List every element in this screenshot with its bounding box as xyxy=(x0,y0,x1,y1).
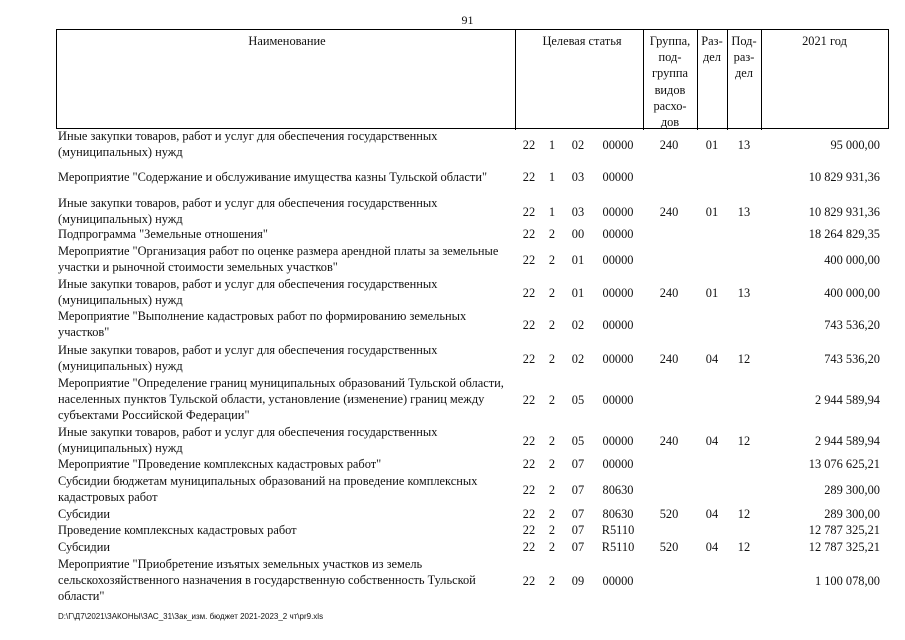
subsection-code: 13 xyxy=(737,204,751,219)
table-row xyxy=(0,507,905,523)
target-code-b: 2 xyxy=(548,351,556,366)
amount-2021: 10 829 931,36 xyxy=(808,170,880,184)
target-code-a: 22 xyxy=(522,540,536,554)
header-line: группа xyxy=(651,66,689,81)
expense-group: 240 xyxy=(659,137,679,152)
target-code-c: 09 xyxy=(571,573,585,588)
amount-2021: 12 787 325,21 xyxy=(808,523,880,537)
target-code-c: 00 xyxy=(571,227,585,241)
table-row xyxy=(0,343,905,375)
header-line: дел xyxy=(703,50,721,65)
target-code-c: 05 xyxy=(571,392,585,407)
amount-2021: 18 264 829,35 xyxy=(808,227,880,241)
target-code-d: 00000 xyxy=(602,457,634,471)
amount-2021: 289 300,00 xyxy=(824,482,880,497)
header-line: под- xyxy=(658,50,682,65)
target-code-c: 02 xyxy=(571,317,585,332)
target-code-b: 2 xyxy=(548,457,556,471)
table-header xyxy=(56,29,889,129)
target-code-a: 22 xyxy=(522,137,536,152)
target-code-b: 2 xyxy=(548,227,556,241)
target-code-b: 2 xyxy=(548,252,556,267)
header-line: дел xyxy=(735,66,753,81)
target-code-a: 22 xyxy=(522,351,536,366)
target-code-d: 00000 xyxy=(602,170,634,184)
table-row xyxy=(0,227,905,243)
expense-group: 240 xyxy=(659,351,679,366)
header-target-article: Целевая статья xyxy=(542,34,622,48)
target-code-a: 22 xyxy=(522,392,536,407)
header-line: дов xyxy=(660,115,680,130)
amount-2021: 13 076 625,21 xyxy=(808,457,880,471)
target-code-c: 02 xyxy=(571,351,585,366)
amount-2021: 1 100 078,00 xyxy=(814,573,880,588)
target-code-b: 2 xyxy=(548,285,556,300)
target-code-c: 01 xyxy=(571,252,585,267)
row-name: Мероприятие "Определение границ муниципальных образований Тульской области, населенных пунктов Тульской области, установление (изменение) границ между субъектами Российской Федерации" xyxy=(58,376,504,422)
row-name: Субсидии xyxy=(58,507,110,521)
target-code-d: 00000 xyxy=(602,573,634,588)
section-code: 04 xyxy=(705,507,719,521)
target-code-a: 22 xyxy=(522,482,536,497)
expense-group: 240 xyxy=(659,285,679,300)
target-code-d: 80630 xyxy=(602,482,634,497)
target-code-a: 22 xyxy=(522,507,536,521)
target-code-c: 03 xyxy=(571,170,585,184)
target-code-d: 00000 xyxy=(602,252,634,267)
target-code-a: 22 xyxy=(522,204,536,219)
section-code: 04 xyxy=(705,540,719,554)
subsection-code: 13 xyxy=(737,285,751,300)
expense-group: 520 xyxy=(659,507,679,521)
amount-2021: 95 000,00 xyxy=(830,137,880,152)
section-code: 01 xyxy=(705,285,719,300)
table-row xyxy=(0,540,905,556)
target-code-c: 07 xyxy=(571,523,585,537)
amount-2021: 743 536,20 xyxy=(824,351,880,366)
header-line: раз- xyxy=(733,50,755,65)
target-code-b: 2 xyxy=(548,523,556,537)
target-code-d: 00000 xyxy=(602,351,634,366)
row-name: Иные закупки товаров, работ и услуг для обеспечения государственных (муниципальных) нужд xyxy=(58,277,438,307)
target-code-d: 00000 xyxy=(602,317,634,332)
target-code-a: 22 xyxy=(522,433,536,448)
target-code-b: 1 xyxy=(548,170,556,184)
table-row xyxy=(0,474,905,506)
target-code-a: 22 xyxy=(522,573,536,588)
target-code-d: R5110 xyxy=(601,540,635,554)
table-row xyxy=(0,425,905,457)
row-name: Иные закупки товаров, работ и услуг для обеспечения государственных (муниципальных) нужд xyxy=(58,129,438,159)
target-code-c: 05 xyxy=(571,433,585,448)
amount-2021: 743 536,20 xyxy=(824,317,880,332)
subsection-code: 12 xyxy=(737,507,751,521)
row-name: Иные закупки товаров, работ и услуг для обеспечения государственных (муниципальных) нужд xyxy=(58,425,438,455)
section-code: 04 xyxy=(705,433,719,448)
amount-2021: 12 787 325,21 xyxy=(808,540,880,554)
expense-group: 520 xyxy=(659,540,679,554)
row-name: Мероприятие "Выполнение кадастровых работ по формированию земельных участков" xyxy=(58,309,467,339)
section-code: 04 xyxy=(705,351,719,366)
header-group xyxy=(643,30,697,130)
target-code-b: 2 xyxy=(548,507,556,521)
target-code-c: 01 xyxy=(571,285,585,300)
amount-2021: 10 829 931,36 xyxy=(808,204,880,219)
target-code-b: 2 xyxy=(548,540,556,554)
header-year: 2021 год xyxy=(802,34,847,48)
target-code-a: 22 xyxy=(522,457,536,471)
table-row xyxy=(0,129,905,161)
page-number: 91 xyxy=(461,13,474,27)
target-code-b: 1 xyxy=(548,204,556,219)
target-code-d: 00000 xyxy=(602,392,634,407)
target-code-a: 22 xyxy=(522,170,536,184)
subsection-code: 12 xyxy=(737,540,751,554)
row-name: Подпрограмма "Земельные отношения" xyxy=(58,227,268,241)
table-row xyxy=(0,376,905,423)
amount-2021: 2 944 589,94 xyxy=(814,392,880,407)
expense-group: 240 xyxy=(659,204,679,219)
target-code-a: 22 xyxy=(522,317,536,332)
table-row xyxy=(0,457,905,473)
target-code-d: 80630 xyxy=(602,507,634,521)
header-section xyxy=(697,30,727,130)
target-code-c: 03 xyxy=(571,204,585,219)
target-code-c: 07 xyxy=(571,507,585,521)
row-name: Субсидии xyxy=(58,540,110,554)
target-code-c: 02 xyxy=(571,137,585,152)
target-code-b: 2 xyxy=(548,317,556,332)
amount-2021: 289 300,00 xyxy=(824,507,880,521)
target-code-c: 07 xyxy=(571,457,585,471)
header-subsection xyxy=(727,30,761,130)
table-row xyxy=(0,523,905,539)
header-line: видов xyxy=(654,82,686,97)
table-row xyxy=(0,244,905,276)
table-row xyxy=(0,557,905,604)
amount-2021: 400 000,00 xyxy=(824,252,880,267)
target-code-d: 00000 xyxy=(602,204,634,219)
header-line: Раз- xyxy=(701,34,723,48)
target-code-c: 07 xyxy=(571,540,585,554)
header-line: Группа, xyxy=(649,34,691,48)
target-code-d: R5110 xyxy=(601,523,635,537)
header-line: Под- xyxy=(731,34,757,48)
target-code-a: 22 xyxy=(522,285,536,300)
header-line: расхо- xyxy=(653,98,687,113)
target-code-d: 00000 xyxy=(602,285,634,300)
row-name: Мероприятие "Приобретение изъятых земельных участков из земель сельскохозяйственного назначения в государственную собственность Тульской области" xyxy=(58,557,476,603)
amount-2021: 2 944 589,94 xyxy=(814,433,880,448)
table-row xyxy=(0,277,905,309)
amount-2021: 400 000,00 xyxy=(824,285,880,300)
header-name: Наименование xyxy=(248,34,326,48)
row-name: Проведение комплексных кадастровых работ xyxy=(58,523,297,537)
subsection-code: 12 xyxy=(737,433,751,448)
row-name: Субсидии бюджетам муниципальных образований на проведение комплексных кадастровых работ xyxy=(58,474,478,504)
file-path: D:\Г\Д7\2021\ЗАКОНЫ\ЗАС_31\Зак_изм. бюджет 2021-2023_2 чт\pr9.xls xyxy=(58,612,324,621)
target-code-b: 1 xyxy=(548,137,556,152)
row-name: Иные закупки товаров, работ и услуг для обеспечения государственных (муниципальных) нужд xyxy=(58,343,438,373)
target-code-b: 2 xyxy=(548,573,556,588)
table-row xyxy=(0,309,905,341)
target-code-d: 00000 xyxy=(602,433,634,448)
target-code-d: 00000 xyxy=(602,227,634,241)
row-name: Мероприятие "Организация работ по оценке размера арендной платы за земельные участки и рыночной стоимости земельных участков" xyxy=(58,244,499,274)
target-code-c: 07 xyxy=(571,482,585,497)
target-code-b: 2 xyxy=(548,482,556,497)
subsection-code: 13 xyxy=(737,137,751,152)
target-code-a: 22 xyxy=(522,227,536,241)
row-name: Мероприятие "Проведение комплексных кадастровых работ" xyxy=(58,457,382,471)
table-row xyxy=(0,170,905,186)
target-code-b: 2 xyxy=(548,392,556,407)
section-code: 01 xyxy=(705,204,719,219)
target-code-a: 22 xyxy=(522,252,536,267)
section-code: 01 xyxy=(705,137,719,152)
row-name: Мероприятие "Содержание и обслуживание имущества казны Тульской области" xyxy=(58,170,488,184)
expense-group: 240 xyxy=(659,433,679,448)
target-code-b: 2 xyxy=(548,433,556,448)
target-code-a: 22 xyxy=(522,523,536,537)
target-code-d: 00000 xyxy=(602,137,634,152)
row-name: Иные закупки товаров, работ и услуг для обеспечения государственных (муниципальных) нужд xyxy=(58,196,438,226)
subsection-code: 12 xyxy=(737,351,751,366)
table-row xyxy=(0,196,905,228)
